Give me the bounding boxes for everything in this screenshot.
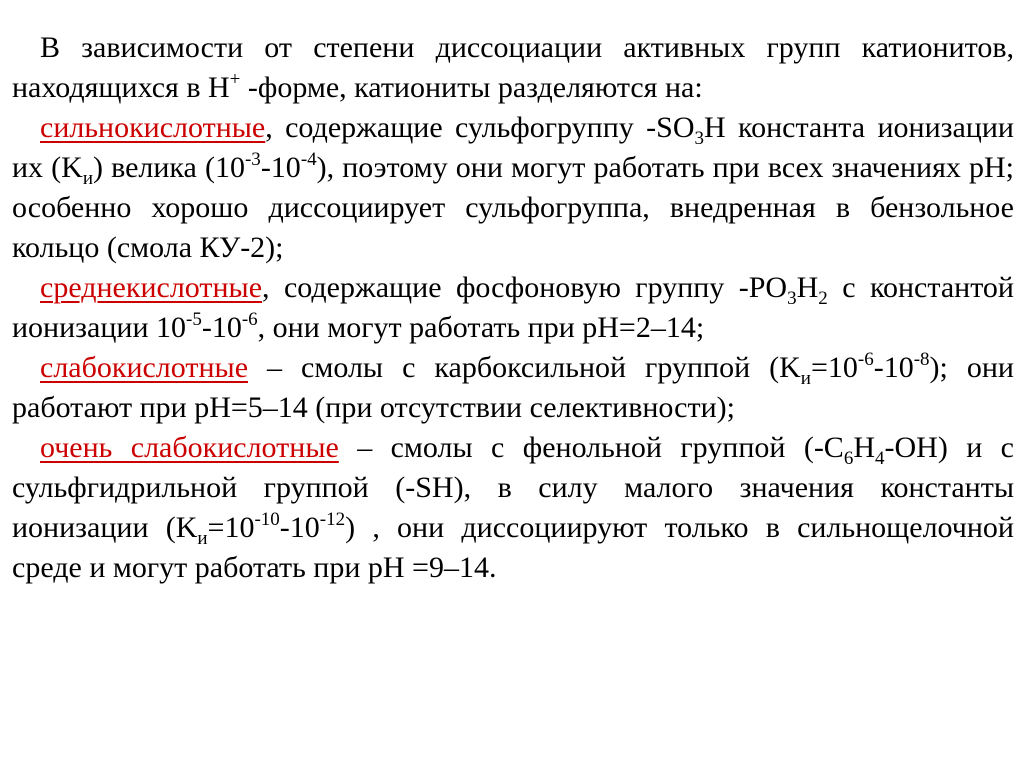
strong-acid-text-4: -10 xyxy=(260,151,301,184)
strong-acid-text-5: ), поэтому они могут работать при всех значениях pH; особенно хорошо диссоциирует сульфогруппа, внедренная в бензольное кольцо (смола КУ-2); xyxy=(12,151,1014,264)
weak-acid-text-1: – смолы с карбоксильной группой (K xyxy=(248,351,801,384)
so3-subscript: 3 xyxy=(694,128,704,149)
medium-acid-text-2: H xyxy=(796,271,819,304)
strong-acid-text-1: , содержащие сульфогруппу -SO xyxy=(265,111,695,144)
medium-acid-text-3: с константой ионизации 10 xyxy=(12,271,1014,344)
exp-minus-12: -12 xyxy=(319,509,346,530)
intro-text-1: В зависимости от степени диссоциации активных групп катионитов, находящихся в Н xyxy=(12,31,1014,104)
strong-acid-term: сильнокислотные xyxy=(40,111,266,144)
very-weak-acid-text-1: – смолы с фенольной группой (-C xyxy=(338,431,844,464)
slide-body xyxy=(12,28,1014,588)
strong-acid-text-3: ) велика (10 xyxy=(93,151,245,184)
exp-minus-3: -3 xyxy=(244,149,261,170)
strong-acid-text-2: H константа ионизации их (K xyxy=(12,111,1014,184)
medium-acid-text-5: , они могут работать при pH=2–14; xyxy=(257,311,705,344)
exp-minus-10: -10 xyxy=(254,509,280,530)
intro-paragraph xyxy=(12,28,1014,108)
weak-acid-text-3: -10 xyxy=(873,351,914,384)
h4-subscript: 4 xyxy=(875,448,885,469)
ki-subscript: и xyxy=(197,528,208,549)
medium-acid-paragraph xyxy=(12,268,1014,348)
exp-minus-6: -6 xyxy=(241,309,258,330)
very-weak-acid-text-6: ) , они диссоциируют только в сильнощелочной среде и могут работать при pH =9–14. xyxy=(12,511,1014,584)
very-weak-acid-text-4: =10 xyxy=(207,511,255,544)
ki-subscript: и xyxy=(82,168,93,189)
medium-acid-term: среднекислотные xyxy=(40,271,263,304)
very-weak-acid-text-5: -10 xyxy=(279,511,320,544)
h2-subscript: 2 xyxy=(818,288,828,309)
medium-acid-text-4: -10 xyxy=(201,311,242,344)
po3-subscript: 3 xyxy=(787,288,797,309)
very-weak-acid-text-2: H xyxy=(853,431,875,464)
weak-acid-term: слабокислотные xyxy=(40,351,249,384)
very-weak-acid-term: очень слабокислотные xyxy=(40,431,339,464)
intro-text-2: -форме, катиониты разделяются на: xyxy=(240,71,703,104)
very-weak-acid-paragraph xyxy=(12,428,1014,588)
exp-minus-5: -5 xyxy=(186,309,202,330)
h-plus-superscript: + xyxy=(229,69,241,90)
strong-acid-paragraph xyxy=(12,108,1014,268)
very-weak-acid-text-3: -OH) и с сульфгидрильной группой (-SH), в силу малого значения константы ионизации (K xyxy=(12,431,1014,544)
weak-acid-text-4: ); они работают при pH=5–14 (при отсутствии селективности); xyxy=(12,351,1014,424)
weak-acid-paragraph xyxy=(12,348,1014,428)
ki-subscript: и xyxy=(800,368,811,389)
exp-minus-4: -4 xyxy=(300,149,317,170)
medium-acid-text-1: , содержащие фосфоновую группу -PO xyxy=(262,271,788,304)
c6-subscript: 6 xyxy=(843,448,854,469)
exp-minus-6: -6 xyxy=(857,349,874,370)
exp-minus-8: -8 xyxy=(913,349,930,370)
weak-acid-text-2: =10 xyxy=(810,351,858,384)
